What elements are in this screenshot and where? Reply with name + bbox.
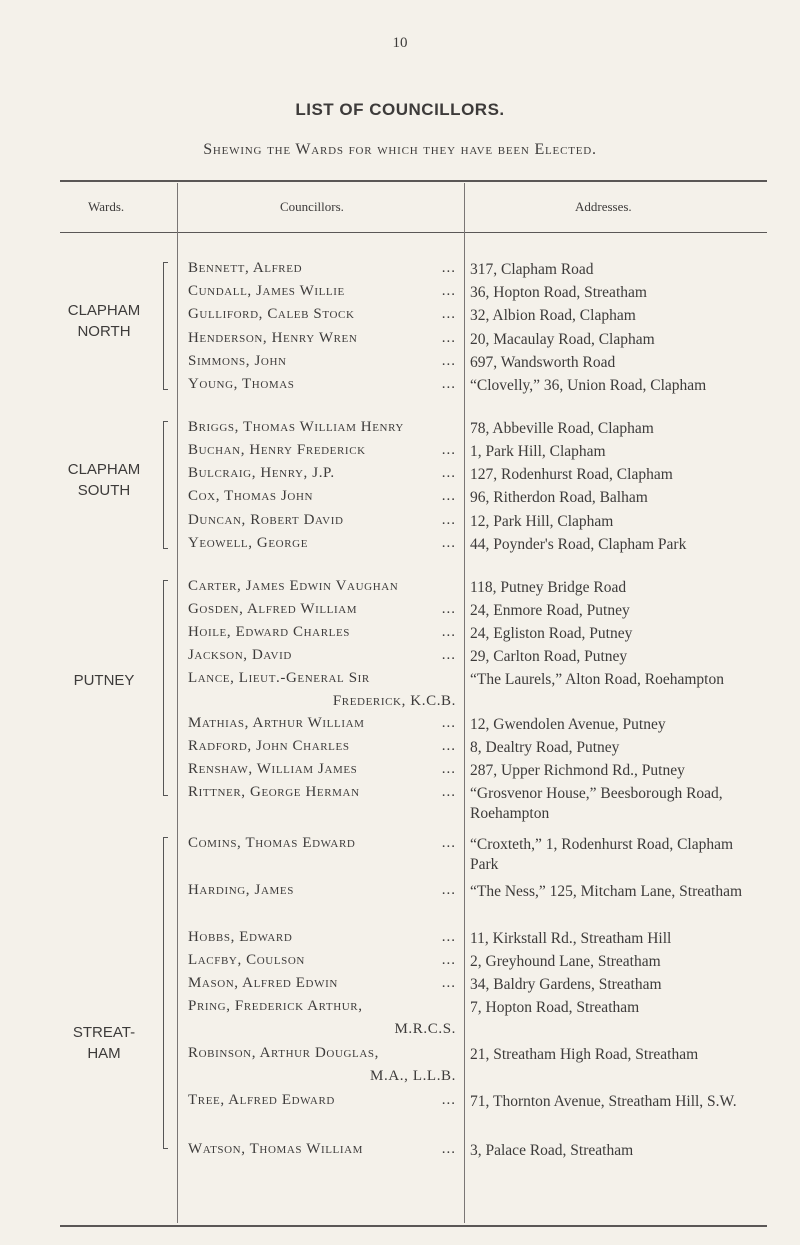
councillor-name: Radford, John Charles ... — [188, 738, 456, 754]
leader-dots: ... — [441, 952, 456, 968]
councillor-address: 3, Palace Road, Streatham — [470, 1142, 634, 1159]
councillor-name-continued: M.A., L.L.B. — [370, 1068, 456, 1084]
councillor-name: Gosden, Alfred William ... — [188, 601, 456, 617]
councillor-address: 7, Hopton Road, Streatham — [470, 999, 640, 1016]
councillor-name: Hobbs, Edward ... — [188, 929, 456, 945]
column-header-wards: Wards. — [88, 199, 125, 214]
leader-dots: ... — [441, 1092, 456, 1108]
councillor-address: 8, Dealtry Road, Putney — [470, 739, 620, 756]
councillor-name: Lance, Lieut.-General Sir — [188, 670, 370, 686]
councillor-name: Briggs, Thomas William Henry — [188, 419, 404, 435]
leader-dots: ... — [441, 835, 456, 851]
councillor-address: 12, Gwendolen Avenue, Putney — [470, 716, 666, 733]
councillor-name: Rittner, George Herman ... — [188, 784, 456, 800]
councillor-address: 24, Enmore Road, Putney — [470, 602, 630, 619]
councillor-address: 29, Carlton Road, Putney — [470, 648, 628, 665]
leader-dots: ... — [441, 535, 456, 551]
councillor-address: 24, Egliston Road, Putney — [470, 625, 633, 642]
leader-dots: ... — [441, 442, 456, 458]
ward-brace — [163, 262, 168, 390]
councillor-name: Cundall, James Willie ... — [188, 283, 456, 299]
ward-brace — [163, 580, 168, 796]
councillor-name: Carter, James Edwin Vaughan — [188, 578, 399, 594]
councillor-address: 96, Ritherdon Road, Balham — [470, 489, 648, 506]
councillor-address: “The Laurels,” Alton Road, Roehampton — [470, 671, 724, 688]
ward-brace — [163, 421, 168, 549]
ward-label-line: CLAPHAM — [67, 302, 141, 319]
leader-dots: ... — [441, 376, 456, 392]
leader-dots: ... — [441, 601, 456, 617]
ward-label-line: CLAPHAM — [67, 461, 141, 478]
leader-dots: ... — [441, 353, 456, 369]
ward-label-line: HAM — [87, 1045, 121, 1062]
councillor-name: Lacfby, Coulson ... — [188, 952, 456, 968]
ward-label-line: SOUTH — [77, 482, 131, 499]
councillor-name: Watson, Thomas William ... — [188, 1141, 456, 1157]
councillor-name-continued: M.R.C.S. — [394, 1021, 456, 1037]
councillor-name: Tree, Alfred Edward ... — [188, 1092, 456, 1108]
page-subtitle: Shewing the Wards for which they have been Elected. — [203, 141, 597, 158]
councillor-name: Bulcraig, Henry, J.P. ... — [188, 465, 456, 481]
councillor-address: 2, Greyhound Lane, Streatham — [470, 953, 661, 970]
councillor-address: 44, Poynder's Road, Clapham Park — [470, 536, 687, 553]
councillor-address: 12, Park Hill, Clapham — [470, 513, 614, 530]
councillor-name: Bennett, Alfred ... — [188, 260, 456, 276]
councillor-address: 11, Kirkstall Rd., Streatham Hill — [470, 930, 672, 947]
leader-dots: ... — [441, 283, 456, 299]
councillor-name: Yeowell, George ... — [188, 535, 456, 551]
councillor-name: Buchan, Henry Frederick ... — [188, 442, 456, 458]
councillor-name: Renshaw, William James ... — [188, 761, 456, 777]
ward-label — [50, 459, 158, 501]
table-bottom-rule — [60, 1225, 767, 1227]
leader-dots: ... — [441, 975, 456, 991]
leader-dots: ... — [441, 260, 456, 276]
leader-dots: ... — [441, 929, 456, 945]
councillor-address: “Croxteth,” 1, Rodenhurst Road, Clapham Park — [470, 836, 734, 873]
councillor-address: 32, Albion Road, Clapham — [470, 307, 636, 324]
ward-label-line: STREAT- — [72, 1024, 136, 1041]
councillor-name: Gulliford, Caleb Stock ... — [188, 306, 456, 322]
leader-dots: ... — [441, 330, 456, 346]
councillor-address: 36, Hopton Road, Streatham — [470, 284, 647, 301]
leader-dots: ... — [441, 784, 456, 800]
leader-dots: ... — [441, 512, 456, 528]
councillor-name: Harding, James ... — [188, 882, 456, 898]
councillor-address: 21, Streatham High Road, Streatham — [470, 1046, 699, 1063]
councillor-name: Mason, Alfred Edwin ... — [188, 975, 456, 991]
councillor-name: Young, Thomas ... — [188, 376, 456, 392]
councillor-address: 20, Macaulay Road, Clapham — [470, 331, 655, 348]
councillor-address: 697, Wandsworth Road — [470, 354, 616, 371]
councillor-name: Hoile, Edward Charles ... — [188, 624, 456, 640]
councillor-name: Simmons, John ... — [188, 353, 456, 369]
councillor-name: Robinson, Arthur Douglas, — [188, 1045, 379, 1061]
councillor-name-continued: Frederick, K.C.B. — [332, 693, 456, 709]
ward-label-line: PUTNEY — [73, 672, 135, 689]
councillor-address: 118, Putney Bridge Road — [470, 579, 627, 596]
councillor-address: “The Ness,” 125, Mitcham Lane, Streatham — [470, 883, 743, 900]
ward-label — [50, 1022, 158, 1064]
councillor-address: 317, Clapham Road — [470, 261, 594, 278]
leader-dots: ... — [441, 465, 456, 481]
councillor-address: 71, Thornton Avenue, Streatham Hill, S.W. — [470, 1093, 737, 1110]
leader-dots: ... — [441, 715, 456, 731]
ward-label — [50, 300, 158, 342]
ward-brace — [163, 837, 168, 1149]
leader-dots: ... — [441, 738, 456, 754]
councillor-name: Comins, Thomas Edward ... — [188, 835, 456, 851]
councillor-name: Jackson, David ... — [188, 647, 456, 663]
councillor-address: 287, Upper Richmond Rd., Putney — [470, 762, 685, 779]
leader-dots: ... — [441, 306, 456, 322]
councillor-address: 127, Rodenhurst Road, Clapham — [470, 466, 673, 483]
column-header-addresses: Addresses. — [575, 199, 632, 214]
councillor-name: Duncan, Robert David ... — [188, 512, 456, 528]
column-header-councillors: Councillors. — [280, 199, 344, 214]
leader-dots: ... — [441, 647, 456, 663]
leader-dots: ... — [441, 488, 456, 504]
leader-dots: ... — [441, 761, 456, 777]
leader-dots: ... — [441, 1141, 456, 1157]
page-title: LIST OF COUNCILLORS. — [295, 100, 505, 119]
councillor-name: Mathias, Arthur William ... — [188, 715, 456, 731]
councillor-name: Cox, Thomas John ... — [188, 488, 456, 504]
councillor-address: 34, Baldry Gardens, Streatham — [470, 976, 662, 993]
councillor-name: Pring, Frederick Arthur, — [188, 998, 363, 1014]
councillor-address: 1, Park Hill, Clapham — [470, 443, 606, 460]
ward-label-line: NORTH — [77, 323, 131, 340]
councillor-address: “Grosvenor House,” Beesborough Road, Roehampton — [470, 785, 723, 822]
leader-dots: ... — [441, 624, 456, 640]
page-number: 10 — [392, 35, 408, 51]
ward-label — [50, 670, 158, 691]
councillor-address: 78, Abbeville Road, Clapham — [470, 420, 654, 437]
councillor-address: “Clovelly,” 36, Union Road, Clapham — [470, 377, 707, 394]
councillor-name: Henderson, Henry Wren ... — [188, 330, 456, 346]
leader-dots: ... — [441, 882, 456, 898]
